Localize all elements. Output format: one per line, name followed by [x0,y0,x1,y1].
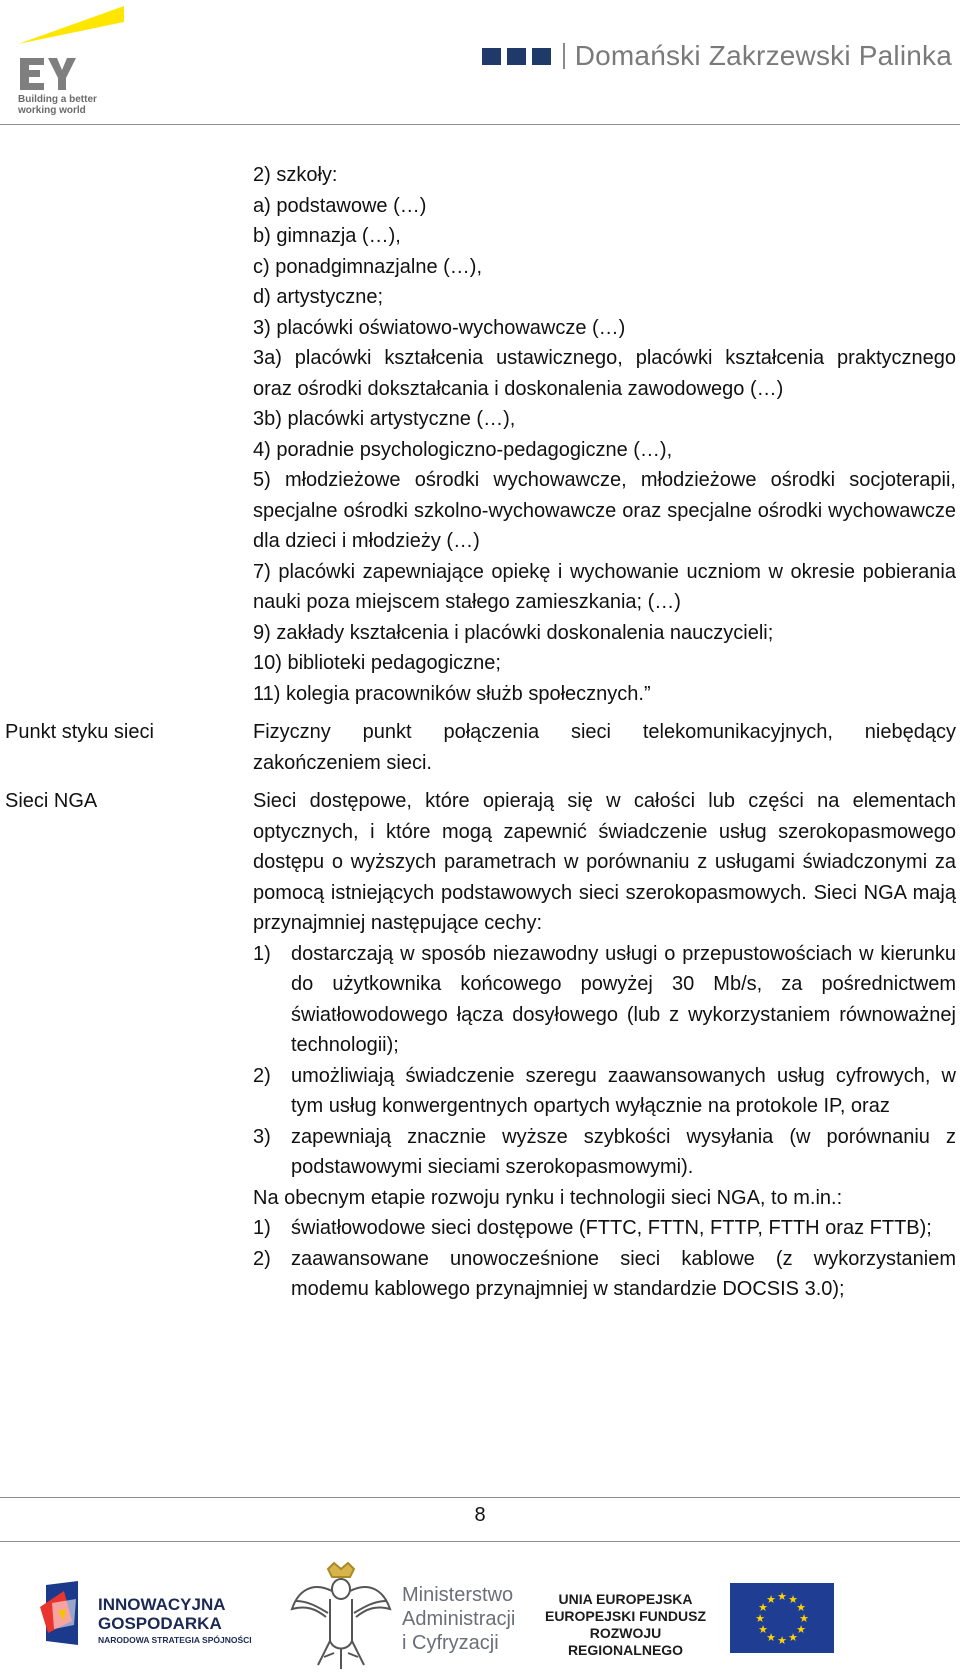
list-line: 3a) placówki kształcenia ustawicznego, placówki kształcenia praktycznego oraz ośrodki dokształcania i doskonalenia zawodowego (…) [253,347,956,400]
divider [563,43,565,69]
svg-text:★: ★ [777,1634,787,1647]
list-line: b) gimnazja (…), [253,225,401,247]
svg-text:★: ★ [796,1601,806,1614]
list-text: światłowodowe sieci dostępowe (FTTC, FTTN, FTTP, FTTH oraz FTTB); [291,1217,932,1239]
page-header [0,0,960,125]
document-body [0,160,960,1305]
svg-text:★: ★ [758,1601,768,1614]
list-line: 10) biblioteki pedagogiczne; [253,652,501,674]
svg-text:★: ★ [766,1593,776,1606]
svg-text:★: ★ [796,1623,806,1636]
list-line: 11) kolegia pracowników służb społecznych.” [253,682,651,705]
square-icon [532,48,551,65]
list-line: c) ponadgimnazjalne (…), [253,255,482,278]
eu-flag-icon [730,1583,834,1653]
divider [0,1541,960,1542]
definition-text: Sieci dostępowe, które opierają się w całości lub części na elementach optycznych, i które mogą zapewnić świadczenie usług szerokopasmowego dostępu o wyższych parametrach w porównaniu z usługami świadczonymi za pomocą istniejących podstawowych sieci szerokopasmowych. Sieci NGA mają przynajmniej następujące cechy: [253,790,956,934]
svg-text:★: ★ [788,1631,798,1644]
svg-text:★: ★ [755,1612,765,1625]
list-line: 2) szkoły: [253,164,338,186]
square-icon [507,48,526,65]
divider [0,1497,960,1498]
list-line: 7) placówki zapewniające opiekę i wychowanie uczniom w okresie pobierania nauki poza miejscem stałego zamieszkania; (…) [253,560,956,613]
list-item [253,1244,956,1305]
list-line: 4) poradnie psychologiczno-pedagogiczne (…), [253,438,673,461]
ministry-name: Ministerstwo Administracji i Cyfryzacji [402,1584,516,1654]
list-text: dostarczają w sposób niezawodny usługi o przepustowościach w kierunku do użytkownika końcowego powyżej 30 Mb/s, za pośrednictwem światłowodowego łącza dosyłowego (lub z wykorzystaniem równoważnej technologii); [291,942,956,1056]
square-icon [482,48,501,65]
list-line: 3) placówki oświatowo-wychowawcze (…) [253,316,626,339]
list-text: zaawansowane unowocześnione sieci kablowe (z wykorzystaniem modemu kablowego przynajmniej w standardzie DOCSIS 3.0); [291,1247,956,1300]
list-number: 2) [253,1064,271,1087]
svg-text:★: ★ [788,1593,798,1606]
list-number: 2) [253,1247,271,1270]
list-text: umożliwiają świadczenie szeregu zaawansowanych usług cyfrowych, w tym usług konwergentnych opartych wyłącznie na protokole IP, oraz [291,1064,956,1117]
definition-text: Fizyczny punkt połączenia sieci telekomunikacyjnych, niebędący zakończeniem sieci. [253,721,956,774]
innowacyjna-gospodarka-subtitle: NARODOWA STRATEGIA SPÓJNOŚCI [98,1635,252,1645]
firm-name: Domański Zakrzewski Palinka [574,40,952,71]
definition-term: Punkt styku sieci [5,721,154,743]
eu-fund-text: UNIA EUROPEJSKA EUROPEJSKI FUNDUSZ ROZWOJU REGIONALNEGO [544,1591,707,1658]
firm-logo [482,40,952,72]
definition-term: Sieci NGA [5,790,98,812]
svg-text:★: ★ [758,1623,768,1636]
list-item [253,1213,956,1244]
list-line: 9) zakłady kształcenia i placówki doskonalenia nauczycieli; [253,621,774,644]
continuation-block [0,160,960,709]
list-line: 3b) placówki artystyczne (…), [253,408,516,430]
list-line: 5) młodzieżowe ośrodki wychowawcze, młodzieżowe ośrodki socjoterapii, specjalne ośrodki szkolno-wychowawcze oraz specjalne ośrodki wychowawcze dla dzieci i młodzieży (…) [253,469,956,552]
innowacyjna-gospodarka-text: INNOWACYJNA GOSPODARKA [98,1595,226,1633]
list-item [253,939,956,1061]
svg-text:★: ★ [766,1631,776,1644]
ey-tagline: Building a better working world [18,94,97,116]
svg-text:★: ★ [777,1590,787,1603]
eagle-emblem-icon [288,1561,394,1671]
page-number: 8 [474,1504,486,1526]
definition-text: Na obecnym etapie rozwoju rynku i technologii sieci NGA, to m.in.: [253,1186,843,1209]
list-number: 3) [253,1125,271,1148]
list-line: a) podstawowe (…) [253,194,427,217]
list-text: zapewniają znacznie wyższe szybkości wysyłania (w porównaniu z podstawowymi sieciami szerokopasmowymi). [291,1125,956,1178]
list-item [253,1061,956,1122]
list-number: 1) [253,1217,271,1239]
list-number: 1) [253,942,271,965]
definition-row [0,786,960,1305]
list-line: d) artystyczne; [253,286,384,308]
definition-row [0,717,960,778]
footer-logos [0,1555,960,1674]
svg-text:★: ★ [799,1612,809,1625]
list-item [253,1122,956,1183]
innowacyjna-gospodarka-logo [38,1581,94,1647]
